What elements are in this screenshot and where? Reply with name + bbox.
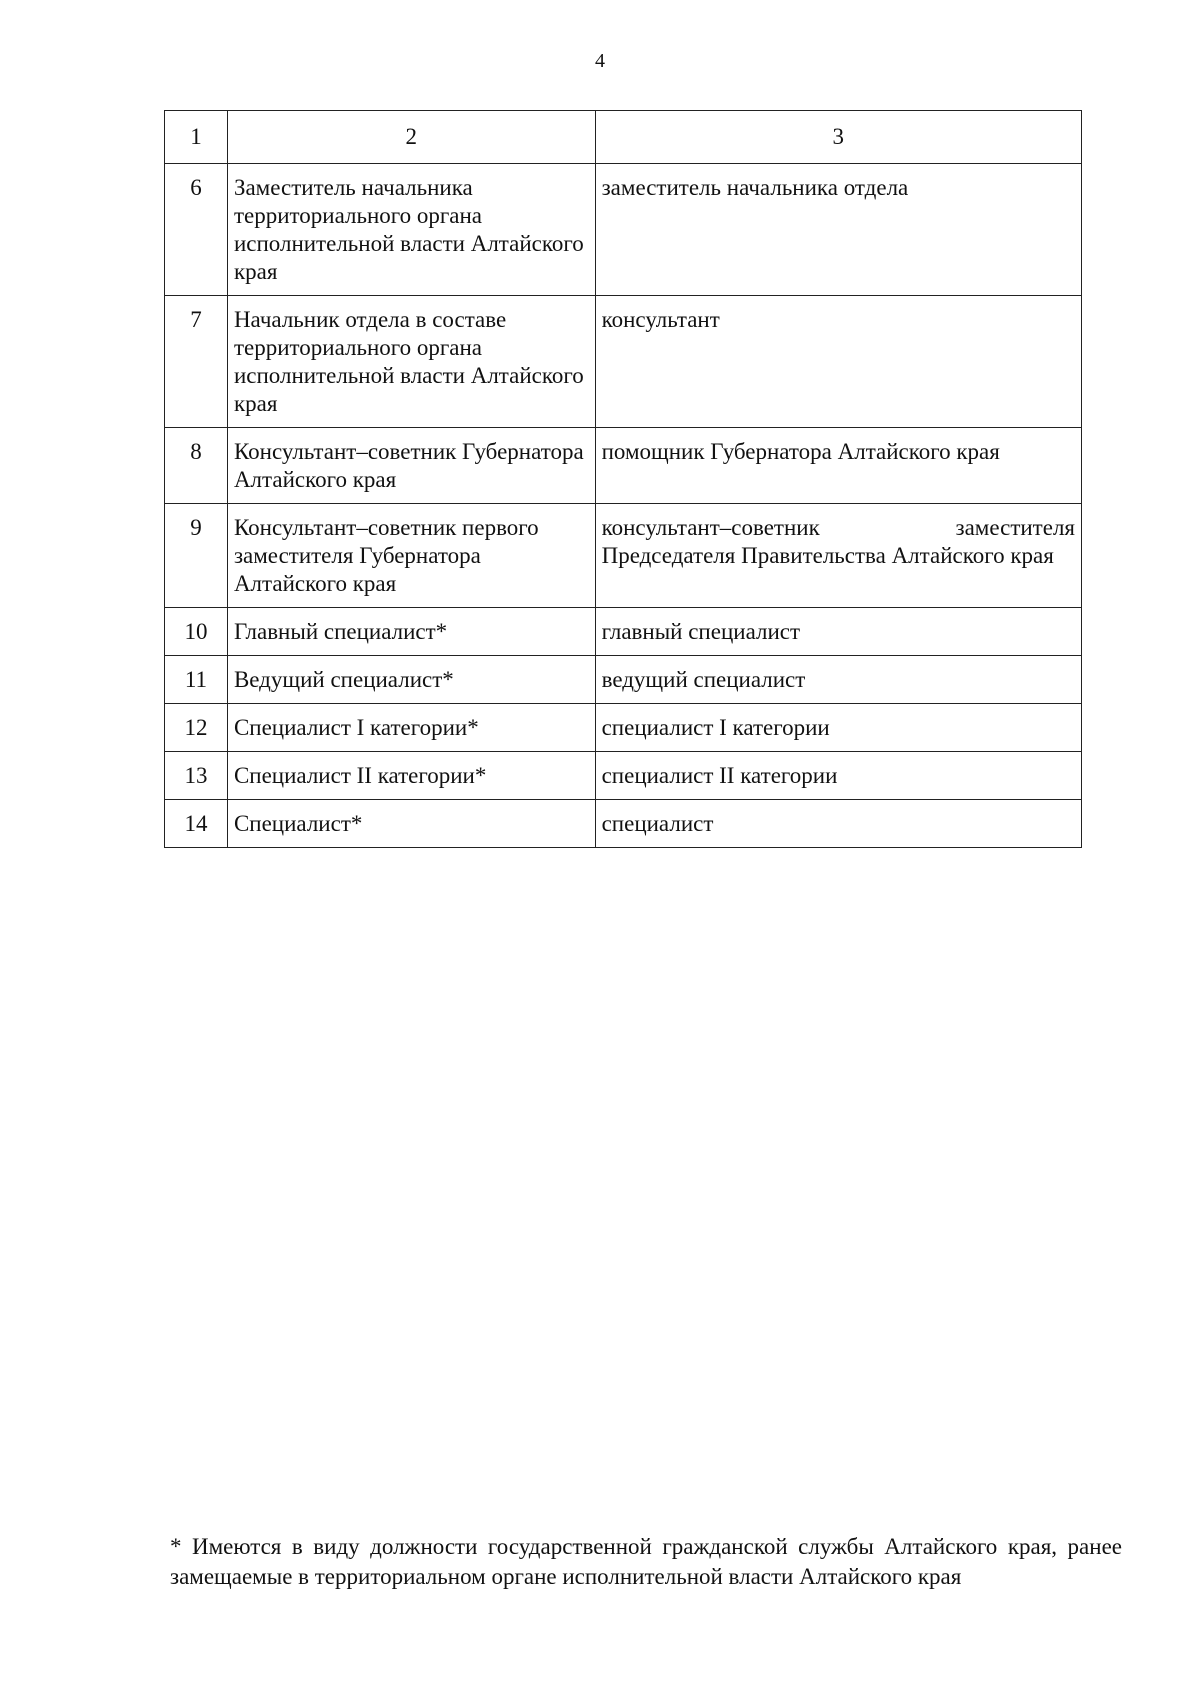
current-position: Главный специалист*: [227, 608, 595, 656]
column-header-2: 2: [227, 111, 595, 164]
table-row: [165, 608, 1082, 656]
new-position: специалист: [595, 800, 1081, 848]
current-position: Консультант–советник Губернатора Алтайского края: [227, 428, 595, 504]
row-number: 13: [165, 752, 228, 800]
row-number: 14: [165, 800, 228, 848]
column-header-3: 3: [595, 111, 1081, 164]
page-number: 4: [595, 50, 605, 72]
current-position: Начальник отдела в составе территориального органа исполнительной власти Алтайского края: [227, 296, 595, 428]
table-row: [165, 752, 1082, 800]
table-row: [165, 800, 1082, 848]
table-row: [165, 296, 1082, 428]
new-position: главный специалист: [595, 608, 1081, 656]
new-position: специалист I категории: [595, 704, 1081, 752]
table-row: [165, 164, 1082, 296]
row-number: 9: [165, 504, 228, 608]
positions-table: [164, 110, 1082, 848]
new-position: заместитель начальника отдела: [595, 164, 1081, 296]
current-position: Специалист II категории*: [227, 752, 595, 800]
new-position: помощник Губернатора Алтайского края: [595, 428, 1081, 504]
current-position: Заместитель начальника территориального органа исполнительной власти Алтайского края: [227, 164, 595, 296]
current-position: Специалист I категории*: [227, 704, 595, 752]
new-position: консультант: [595, 296, 1081, 428]
table-row: [165, 428, 1082, 504]
row-number: 10: [165, 608, 228, 656]
table-row: [165, 656, 1082, 704]
row-number: 7: [165, 296, 228, 428]
column-header-1: 1: [165, 111, 228, 164]
new-position: консультант–советник заместителя Председателя Правительства Алтайского края: [595, 504, 1081, 608]
table-row: [165, 704, 1082, 752]
current-position: Консультант–советник первого заместителя Губернатора Алтайского края: [227, 504, 595, 608]
table-row: [165, 504, 1082, 608]
current-position: Специалист*: [227, 800, 595, 848]
table-header-row: [165, 111, 1082, 164]
row-number: 11: [165, 656, 228, 704]
current-position: Ведущий специалист*: [227, 656, 595, 704]
footnote: * Имеются в виду должности государственной гражданской службы Алтайского края, ранее замещаемые в территориальном органе исполнительной власти Алтайского края: [170, 1534, 1122, 1589]
row-number: 12: [165, 704, 228, 752]
new-position: специалист II категории: [595, 752, 1081, 800]
row-number: 8: [165, 428, 228, 504]
new-position: ведущий специалист: [595, 656, 1081, 704]
row-number: 6: [165, 164, 228, 296]
